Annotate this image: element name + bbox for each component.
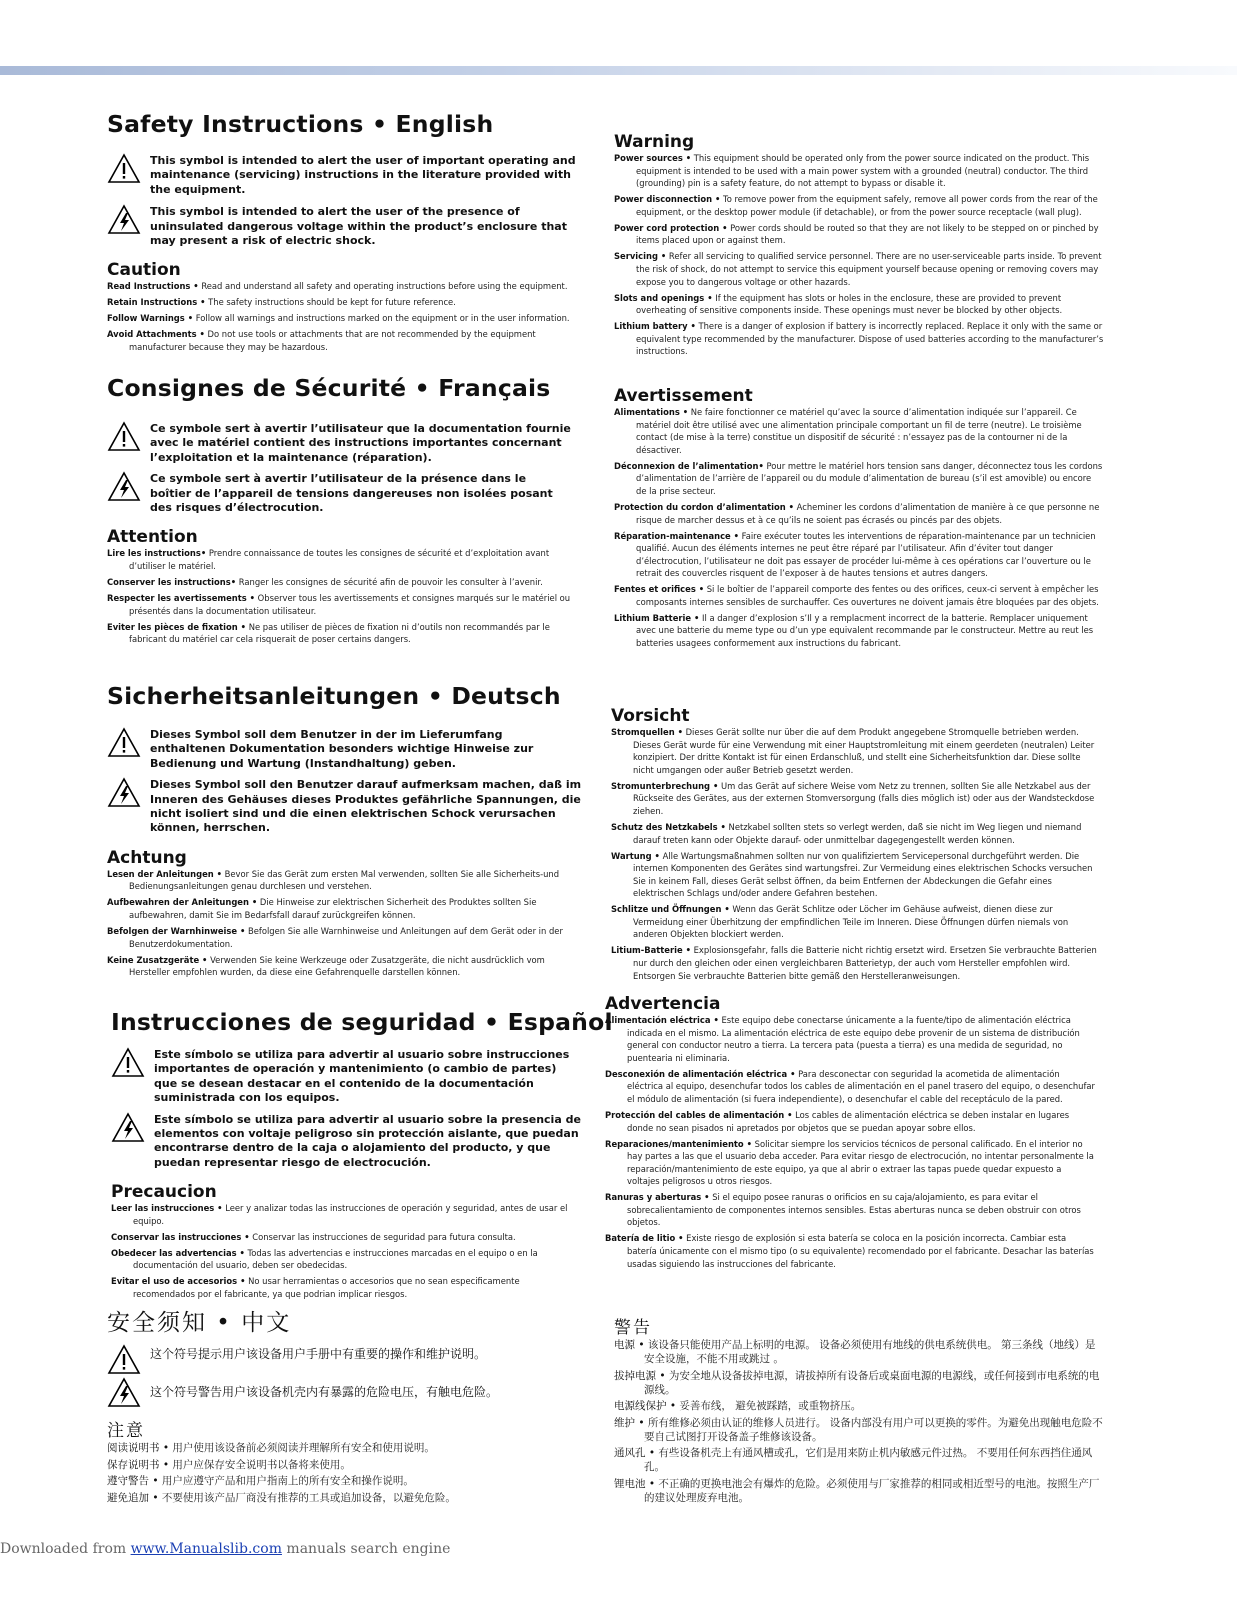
footer-suffix: manuals search engine [281, 1541, 451, 1557]
chinese-warning-heading: 警告 [614, 1318, 652, 1338]
german-left-column [107, 682, 587, 982]
caution-item: Befolgen der Warnhinweise • Befolgen Sie alle Warnhinweise und Anleitungen auf dem Gerät oder in der Benutzerdokumentation. [107, 926, 563, 949]
french-attention-list [107, 547, 587, 645]
english-warning-heading: Warning [614, 132, 695, 152]
french-attention-heading: Attention [107, 527, 198, 548]
caution-item: Lire les instructions• Prendre connaissance de toutes les consignes de sécurité et d’exploitation avant d’utiliser le matériel. [107, 548, 550, 572]
warning-item: 通风孔 • 有些设备机壳上有通风槽或孔，它们是用来防止机内敏感元件过热。 不要用任何东西挡住通风孔。 [614, 1447, 1093, 1473]
warning-item: Power sources • This equipment should be operated only from the power source indicated on the product. This equipment is intended to be used with a main power system with a grounded (neutral) conductor. The third (grounding) pin is a safety feature, do not attempt to bypass or disable it. [614, 153, 1090, 189]
english-left-column [107, 110, 587, 357]
manualslib-link[interactable]: www.Manualslib.com [130, 1541, 282, 1557]
spanish-right-column [605, 994, 1095, 1274]
warning-item: Stromquellen • Dieses Gerät sollte nur über die auf dem Produkt angegebene Stromquelle betrieben werden. Dieses Gerät wurde für eine Verwendung mit einer Hauptstromleitung mit einem geerdeten (neutralen) Leiter konzipiert. Der dritte Kontakt ist für einen Erdanschluß, und stellt eine Sicherheitsfunktion dar. Diese sollte nicht umgangen oder außer Betrieb gesetzt werden. [611, 727, 1095, 775]
caution-triangle-icon [107, 727, 141, 759]
caution-item: Evitar el uso de accesorios • No usar herramientas o accesorios que no sean especificamente recomendados por el fabricante, ya que podrian implicar riesgos. [111, 1276, 520, 1299]
english-voltage-symbol-note: This symbol is intended to alert the user of the presence of uninsulated dangerous voltage within the product’s enclosure that may present a risk of electric shock. [107, 205, 577, 248]
caution-item: Avoid Attachments • Do not use tools or attachments that are not recommended by the equipment manufacturer because they may be hazardous. [107, 329, 536, 352]
warning-item: Batería de litio • Existe riesgo de explosión si esta batería se coloca en la posición incorrecta. Cambiar esta batería únicamente con el mismo tipo (o su equivalente) recomendado por el fabricante. Desachar las baterías usadas siguiendo las instrucciones del fabricante. [605, 1233, 1094, 1269]
warning-item: 维护 • 所有维修必须由认证的维修人员进行。 设备内部没有用户可以更换的零件。为避免出现触电危险不要自己试图打开设备盖子维修该设备。 [614, 1416, 1103, 1443]
warning-item: 电源线保护 • 妥善布线， 避免被踩踏，或重物挤压。 [614, 1400, 862, 1412]
spanish-voltage-symbol-note: Este símbolo se utiliza para advertir al usuario sobre la presencia de elementos con voltaje peligroso sin protección aislante, que puedan encontrarse dentro de la caja o alojamiento del producto, y que puedan representar riesgo de electrocución. [111, 1113, 581, 1171]
warning-item: Déconnexion de l’alimentation• Pour mettre le matériel hors tension sans danger, déconnectez tous les cordons d’alimentation de l’arrière de l’appareil ou du module d’alimentation de bureau (s’il est amovible) ou encore de la prise secteur. [614, 460, 1103, 496]
warning-item: 拔掉电源 • 为安全地从设备拔掉电源，请拔掉所有设备后或桌面电源的电源线，或任何接到市电系统的电源线。 [614, 1369, 1100, 1396]
footer-prefix: Downloaded from [0, 1541, 131, 1557]
caution-triangle-icon [107, 1344, 141, 1376]
warning-item: 锂电池 • 不正确的更换电池会有爆炸的危险。必须使用与厂家推荐的相同或相近型号的电池。按照生产厂的建议处理废弃电池。 [614, 1477, 1100, 1504]
warning-item: Alimentations • Ne faire fonctionner ce matériel qu’avec la source d’alimentation indiquée sur l’appareil. Ce matériel doit être utilisé avec une alimentation principale comportant un fil de terre (neutre). Le troisième contact (de mise à la terre) constitue un dispositif de sécurité : n’essayez pas de la contourner ni de la désactiver. [614, 407, 1082, 455]
spanish-caution-symbol-note: Este símbolo se utiliza para advertir al usuario sobre instrucciones importantes de operación y mantenimiento (o cambio de partes) que se desean destacar en el contenido de la documentación suministrada con los equipos. [111, 1048, 581, 1106]
caution-item: Eviter les pièces de fixation • Ne pas utiliser de pièces de fixation ni d’outils non recommandés par le fabricant du matériel car cela risquerait de poser certains dangers. [107, 621, 550, 645]
warning-item: Desconexión de alimentación eléctrica • Para desconectar con seguridad la acometida de alimentación eléctrica al equipo, desenchufar todos los cables de alimentación en el panel trasero del equipo, o desenchufar el módulo de alimentación (si fuera independiente), o desenchufar el cable del receptáculo de la pared. [605, 1068, 1095, 1104]
warning-item: Wartung • Alle Wartungsmaßnahmen sollten nur von qualifiziertem Servicepersonal durchgeführt werden. Die internen Komponenten des Gerätes sind wartungsfrei. Zur Vermeidung eines elektrischen Schocks versuchen Sie in keinem Fall, dieses Gerät selbst öffnen, da beim Entfernen der Abdeckungen die Gefahr eines elektrischen Schlags und/oder andere Gefahren bestehen. [611, 850, 1093, 899]
warning-item: Lithium battery • There is a danger of explosion if battery is incorrectly replaced. Replace it only with the same or equivalent type recommended by the manufacturer. Dispose of used batteries according to the manufacturer’s instructions. [614, 321, 1104, 357]
warning-item: Slots and openings • If the equipment has slots or holes in the enclosure, these are provided to prevent overheating of sensitive components inside. These openings must never be blocked by other objects. [614, 292, 1063, 316]
german-right-column [611, 706, 1103, 986]
warning-item: Reparaciones/mantenimiento • Solicitar siempre los servicios técnicos de personal calificado. En el interior no hay partes a las que el usuario deba acceder. Para evitar riesgo de electrocución, no intentar personalmente la reparación/mantenimiento de este equipo, ya que al abrir o extraer las tapas puede quedar expuesto a voltajes peligrosos u otros riesgos. [605, 1138, 1094, 1187]
caution-item: 保存说明书 • 用户应保存安全说明书以备将来使用。 [107, 1458, 351, 1471]
caution-item: Retain Instructions • The safety instructions should be kept for future reference. [107, 297, 456, 308]
chinese-right-column [614, 1318, 1104, 1507]
spanish-advertencia-heading: Advertencia [605, 994, 721, 1014]
german-achtung-heading: Achtung [107, 847, 187, 868]
top-gradient-bar [0, 66, 1237, 75]
french-caution-symbol-note: Ce symbole sert à avertir l’utilisateur que la documentation fournie avec le matériel contient des instructions importantes concernant l’exploitation et la maintenance (réparation). [107, 422, 582, 465]
german-title: Sicherheitsanleitungen • Deutsch [107, 682, 561, 710]
caution-item: Keine Zusatzgeräte • Verwenden Sie keine Werkzeuge oder Zusatzgeräte, die nicht ausdrücklich vom Hersteller empfohlen wurden, da diese eine Gefahrenquelle darstellen können. [107, 954, 545, 978]
caution-item: 避免追加 • 不要使用该产品厂商没有推荐的工具或追加设备，以避免危险。 [107, 1491, 456, 1504]
warning-item: Lithium Batterie • Il a danger d’explosion s’Il y a remplacment incorrect de la batterie. Remplacer uniquement avec une batterie du meme type ou d’un ype equivalent recommande par le constructeur. Mettre au reut les batteries usagees conformement aux instructions du fabricant. [614, 612, 1094, 649]
warning-item: Power disconnection • To remove power from the equipment safely, remove all power cords from the rear of the equipment, or the desktop power module (if detachable), or from the power source receptacle (wall plug). [614, 194, 1098, 217]
lightning-triangle-icon [107, 204, 141, 236]
spanish-precaucion-heading: Precaucion [111, 1182, 217, 1203]
warning-item: Ranuras y aberturas • Si el equipo posee ranuras o orificios en su caja/alojamiento, es para evitar el sobrecalientamiento de componentes internos sensibles. Estas aberturas nunca se deben obstruir con otros objetos. [605, 1192, 1081, 1228]
warning-item: Power cord protection • Power cords should be routed so that they are not likely to be stepped on or pinched by items placed upon or against them. [614, 222, 1099, 246]
chinese-caution-list [107, 1441, 577, 1505]
caution-item: 阅读说明书 • 用户使用该设备前必须阅读并理解所有安全和使用说明。 [107, 1442, 435, 1454]
spanish-precaucion-list [111, 1202, 581, 1300]
chinese-voltage-symbol-note: 这个符号警告用户该设备机壳内有暴露的危险电压，有触电危险。 [107, 1385, 577, 1417]
german-achtung-list [107, 868, 587, 979]
caution-item: Conservar las instrucciones • Conservar las instrucciones de seguridad para futura consulta. [111, 1231, 516, 1242]
lightning-triangle-icon [107, 1377, 141, 1409]
chinese-left-column [107, 1304, 587, 1507]
warning-item: Litium-Batterie • Explosionsgefahr, falls die Batterie nicht richtig ersetzt wird. Ersetzen Sie verbrauchte Batterien nur durch den gleichen oder einen vergleichbaren Batterietyp, der auch vom Hersteller empfohlen wird. Entsorgen Sie verbrauchte Batterien bitte gemäß den Herstelleranweisungen. [611, 945, 1097, 981]
english-caution-list [107, 280, 587, 353]
english-caution-heading: Caution [107, 260, 181, 281]
warning-item: 电源 • 该设备只能使用产品上标明的电源。 设备必须使用有地线的供电系统供电。 第三条线（地线）是安全设施，不能不用或跳过 。 [614, 1339, 1096, 1365]
caution-item: Leer las instrucciones • Leer y analizar todas las instrucciones de operación y seguridad, antes de usar el equipo. [111, 1203, 568, 1226]
caution-item: Aufbewahren der Anleitungen • Die Hinweise zur elektrischen Sicherheit des Produktes sollten Sie aufbewahren, damit Sie im Bedarfsfall darauf zurückgreifen können. [107, 897, 537, 921]
warning-item: Schlitze und Öffnungen • Wenn das Gerät Schlitze oder Löcher im Gehäuse aufweist, dienen diese zur Vermeidung einer Überhitzung der empfindlichen Teile im Inneren. Diese Öffnungen dürfen niemals von anderen Objekten blockiert werden. [611, 904, 1069, 940]
caution-item: 遵守警告 • 用户应遵守产品和用户指南上的所有安全和操作说明。 [107, 1475, 414, 1487]
english-caution-symbol-note: This symbol is intended to alert the user of important operating and maintenance (servicing) instructions in the literature provided with the equipment. [107, 154, 577, 197]
download-footer [0, 1541, 450, 1557]
lightning-triangle-icon [111, 1112, 145, 1144]
chinese-title: 安全须知 • 中文 [107, 1310, 292, 1336]
german-caution-symbol-note: Dieses Symbol soll dem Benutzer in der im Lieferumfang enthaltenen Dokumentation besonders wichtige Hinweise zur Bedienung und Wartung (Instandhaltung) geben. [107, 728, 567, 771]
caution-item: Read Instructions • Read and understand all safety and operating instructions before using the equipment. [107, 281, 568, 292]
french-right-column [614, 386, 1104, 653]
warning-item: Protección del cables de alimentación • Los cables de alimentación eléctrica se deben instalar en lugares donde no sean pisados ni apretados por objetos que se puedan apoyar sobre ellos. [605, 1109, 1070, 1133]
caution-triangle-icon [111, 1047, 145, 1079]
caution-item: Lesen der Anleitungen • Bevor Sie das Gerät zum ersten Mal verwenden, sollten Sie alle Sicherheits-und Bedienungsanleitungen genau durchlesen und verstehen. [107, 868, 560, 892]
french-warning-heading: Avertissement [614, 386, 753, 406]
french-voltage-symbol-note: Ce symbole sert à avertir l’utilisateur de la présence dans le boîtier de l’appareil de tensions dangereuses non isolées posant des risques d’électrocution. [107, 472, 567, 515]
caution-item: Conserver les instructions• Ranger les consignes de sécurité afin de pouvoir les consulter à l’avenir. [107, 577, 543, 588]
french-left-column [107, 374, 587, 649]
spanish-title: Instrucciones de seguridad • Español [111, 1008, 613, 1036]
caution-item: Follow Warnings • Follow all warnings and instructions marked on the equipment or in the user information. [107, 313, 570, 324]
german-voltage-symbol-note: Dieses Symbol soll den Benutzer darauf aufmerksam machen, daß im Inneren des Gehäuses dieses Produktes gefährliche Spannungen, die nicht isoliert sind und die einen elektrischen Schock verursachen können, herrschen. [107, 778, 587, 836]
warning-item: Protection du cordon d’alimentation • Acheminer les cordons d’alimentation de manière à ce que personne ne risque de marcher dessus et à ce qu’ils ne soient pas écrasés ou pincés par des objets. [614, 501, 1100, 525]
french-title: Consignes de Sécurité • Français [107, 374, 551, 402]
lightning-triangle-icon [107, 777, 141, 809]
chinese-caution-heading: 注意 [107, 1421, 145, 1441]
chinese-caution-symbol-note: 这个符号提示用户该设备用户手册中有重要的操作和维护说明。 [107, 1347, 577, 1379]
caution-triangle-icon [107, 421, 141, 453]
warning-item: Réparation-maintenance • Faire exécuter toutes les interventions de réparation-maintenance par un technicien qualifié. Aucun des éléments internes ne peut être réparé par l’utilisateur. Afin d’éviter tout danger d’électrocution, l’utilisateur ne doit pas essayer de procéder lui-même à ces opérations car l’ouverture ou le retrait des couvercles risquent de l’exposer à de hautes tensions et autres dangers. [614, 530, 1096, 579]
english-title: Safety Instructions • English [107, 110, 494, 138]
caution-triangle-icon [107, 153, 141, 185]
warning-item: Alimentación eléctrica • Este equipo debe conectarse únicamente a la fuente/tipo de alimentación eléctrica indicada en el mismo. La alimentación eléctrica de este equipo debe provenir de un sistema de distribución general con conductor neutro a tierra. La tercera pata (puesta a tierra) es una medida de seguridad, no puentearia ni eliminaria. [605, 1015, 1080, 1063]
caution-item: Obedecer las advertencias • Todas las advertencias e instrucciones marcadas en el equipo o en la documentación del usuario, deben ser obedecidas. [111, 1247, 538, 1271]
lightning-triangle-icon [107, 471, 141, 503]
spanish-left-column [111, 1008, 613, 1304]
warning-item: Servicing • Refer all servicing to qualified service personnel. There are no user-serviceable parts inside. To prevent the risk of shock, do not attempt to service this equipment yourself because opening or removing covers may expose you to dangerous voltage or other hazards. [614, 251, 1102, 287]
warning-item: Fentes et orifices • Si le boîtier de l’appareil comporte des fentes ou des orifices, ceux-ci servent à empêcher les composants internes sensibles de surchauffer. Ces ouvertures ne doivent jamais être bloquées par des objets. [614, 584, 1099, 607]
warning-item: Schutz des Netzkabels • Netzkabel sollten stets so verlegt werden, daß sie nicht im Weg liegen und niemand darauf treten kann oder Objekte darauf- oder unmittelbar dagegengestellt werden können. [611, 821, 1082, 845]
english-right-column [614, 132, 1104, 361]
warning-item: Stromunterbrechung • Um das Gerät auf sichere Weise vom Netz zu trennen, sollten Sie alle Netzkabel aus der Rückseite des Gerätes, aus der externen Stomversorgung (falls dies möglich ist) oder aus der Wandsteckdose ziehen. [611, 780, 1095, 816]
caution-item: Respecter les avertissements • Observer tous les avertissements et consignes marqués sur le matériel ou présentés dans la documentation utilisateur. [107, 593, 571, 616]
german-vorsicht-heading: Vorsicht [611, 706, 690, 726]
